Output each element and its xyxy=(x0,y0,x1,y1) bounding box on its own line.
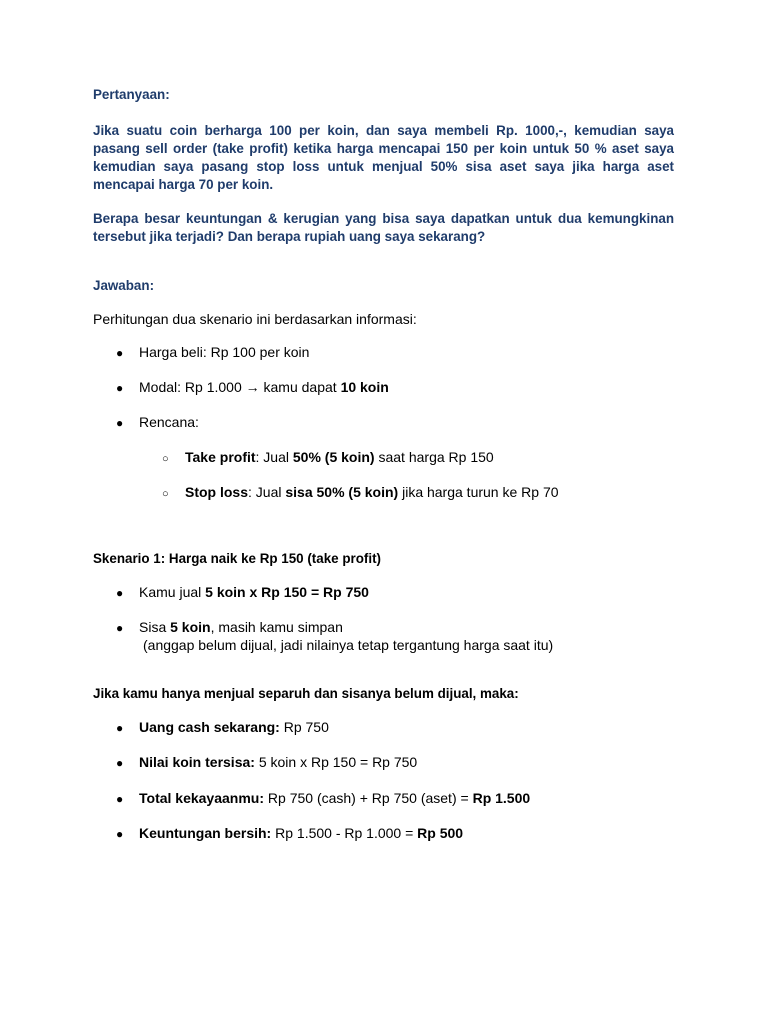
list-item: ● Kamu jual 5 koin x Rp 150 = Rp 750 xyxy=(116,584,369,600)
question-label: Pertanyaan: xyxy=(93,87,170,102)
bullet-icon: ● xyxy=(116,586,124,600)
list-item: ● Modal: Rp 1.000 → kamu dapat 10 koin xyxy=(116,379,389,395)
question-paragraph-2: Berapa besar keuntungan & kerugian yang bisa saya dapatkan untuk dua kemungkinan tersebut jika terjadi? Dan berapa rupiah uang saya sekarang? xyxy=(93,211,674,244)
question-paragraph-1: Jika suatu coin berharga 100 per koin, dan saya membeli Rp. 1000,-, kemudian saya pasang sell order (take profit) ketika harga mencapai 150 per koin untuk 50 % aset saya kemudian saya pasang stop loss untuk menjual 50% sisa aset saya jika harga aset mencapai harga 70 per koin. xyxy=(93,123,674,192)
bullet-icon: ● xyxy=(116,827,124,841)
list-item: ● Uang cash sekarang: Rp 750 xyxy=(116,719,329,735)
bullet-icon: ● xyxy=(116,416,124,430)
bullet-icon: ● xyxy=(116,621,124,635)
answer-intro: Perhitungan dua skenario ini berdasarkan informasi: xyxy=(93,311,417,327)
list-item-note: (anggap belum dijual, jadi nilainya tetap tergantung harga saat itu) xyxy=(143,637,554,653)
bullet-icon: ● xyxy=(116,381,124,395)
list-item: ● Rencana: xyxy=(116,414,199,430)
scenario-1-title: Skenario 1: Harga naik ke Rp 150 (take profit) xyxy=(93,551,381,566)
sub-list-item: ○ Stop loss: Jual sisa 50% (5 koin) jika harga turun ke Rp 70 xyxy=(162,483,559,503)
circle-bullet-icon: ○ xyxy=(162,453,169,465)
list-item: ● Sisa 5 koin, masih kamu simpan xyxy=(116,619,343,635)
bullet-icon: ● xyxy=(116,346,124,360)
bullet-icon: ● xyxy=(116,721,124,735)
list-item: ● Harga beli: Rp 100 per koin xyxy=(116,344,310,360)
bullet-icon: ● xyxy=(116,792,124,806)
list-item: ● Total kekayaanmu: Rp 750 (cash) + Rp 750 (aset) = Rp 1.500 xyxy=(116,790,531,806)
bullet-icon: ● xyxy=(116,756,124,770)
list-item: ● Keuntungan bersih: Rp 1.500 - Rp 1.000 = Rp 500 xyxy=(116,825,464,841)
circle-bullet-icon: ○ xyxy=(162,488,169,500)
answer-label: Jawaban: xyxy=(93,278,155,293)
summary-title: Jika kamu hanya menjual separuh dan sisanya belum dijual, maka: xyxy=(93,686,519,701)
list-item: ● Nilai koin tersisa: 5 koin x Rp 150 = Rp 750 xyxy=(116,754,418,770)
sub-list-item: ○ Take profit: Jual 50% (5 koin) saat harga Rp 150 xyxy=(162,448,494,468)
